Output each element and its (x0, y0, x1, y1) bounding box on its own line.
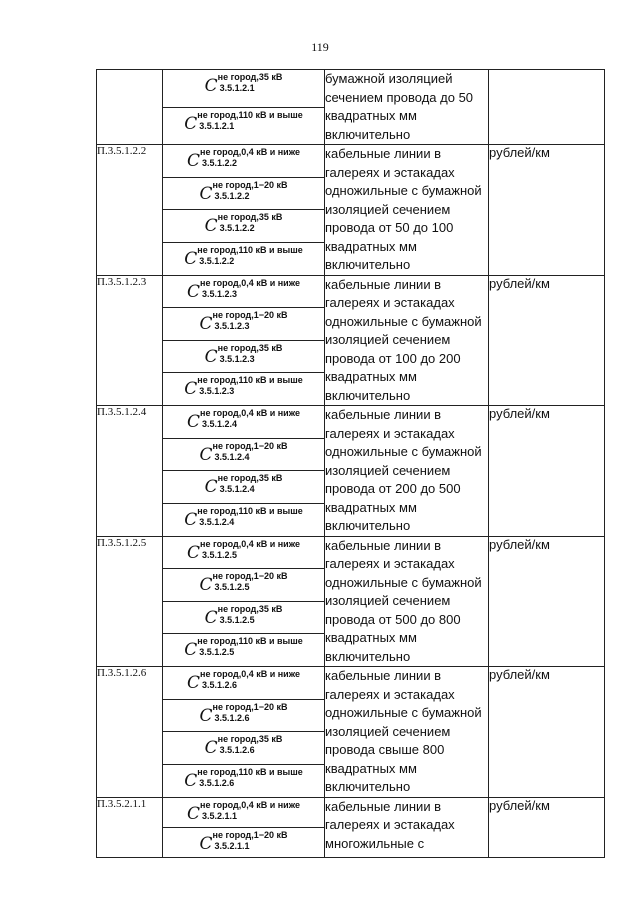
symbol-superscript: не город,110 кВ и выше (197, 109, 303, 120)
symbol-letter: C (184, 248, 198, 269)
symbol-subscript: 3.5.1.2.6 (202, 680, 238, 690)
tariff-symbol-cell (163, 70, 325, 108)
tariff-symbol-cell (163, 308, 325, 341)
symbol-superscript: не город,1−20 кВ (212, 310, 288, 321)
row-code: П.3.5.1.2.4 (97, 406, 163, 537)
row-description: кабельные линии в галереях и эстакадах одножильные с бумажной изоляцией сечением провода от 200 до 500 квадратных мм включительно (325, 406, 489, 537)
table-row (97, 797, 605, 827)
symbol-subscript: 3.5.1.2.4 (199, 516, 235, 527)
symbol-subscript: 3.5.1.2.1 (199, 120, 235, 131)
symbol-subscript: 3.5.1.2.6 (219, 745, 255, 756)
page-number: 119 (311, 40, 329, 54)
symbol-letter: C (184, 379, 198, 400)
symbol-letter: C (187, 151, 201, 171)
symbol-subscript: 3.5.1.2.2 (199, 255, 235, 266)
table-row (97, 536, 605, 569)
symbol-letter: C (199, 314, 213, 335)
tariff-symbol-cell (163, 177, 325, 210)
tariff-symbol-cell (163, 797, 325, 827)
symbol-superscript: не город,110 кВ и выше (197, 505, 303, 516)
symbol-superscript: не город,35 кВ (217, 342, 283, 353)
tariff-symbol-cell (163, 827, 325, 857)
symbol-superscript: не город,35 кВ (217, 734, 283, 745)
symbol-superscript: не город,35 кВ (217, 72, 283, 82)
symbol-letter: C (187, 542, 201, 563)
symbol-letter: C (204, 346, 218, 367)
symbol-subscript: 3.5.1.2.5 (219, 614, 255, 625)
symbol-subscript: 3.5.1.2.3 (214, 321, 250, 332)
tariff-symbol-cell (163, 471, 325, 504)
row-code: П.3.5.2.1.1 (97, 797, 163, 857)
symbol-superscript: не город,1−20 кВ (212, 701, 288, 712)
symbol-letter: C (199, 833, 213, 854)
tariff-table (96, 69, 605, 858)
symbol-letter: C (204, 738, 218, 759)
symbol-subscript: 3.5.1.2.2 (219, 223, 255, 234)
symbol-subscript: 3.5.1.2.3 (219, 353, 255, 364)
symbol-letter: C (204, 607, 218, 628)
tariff-symbol-cell (163, 210, 325, 243)
symbol-letter: C (187, 803, 201, 824)
table-row (97, 406, 605, 439)
symbol-superscript: не город,1−20 кВ (212, 829, 288, 840)
symbol-superscript: не город,110 кВ и выше (197, 636, 303, 647)
row-unit: рублей/км (489, 145, 605, 276)
symbol-superscript: не город,0,4 кВ и ниже (200, 277, 300, 288)
symbol-superscript: не город,0,4 кВ и ниже (200, 669, 300, 679)
symbol-subscript: 3.5.1.2.4 (214, 451, 250, 462)
tariff-symbol-cell (163, 569, 325, 602)
tariff-symbol-cell (163, 275, 325, 308)
symbol-letter: C (204, 216, 218, 237)
symbol-letter: C (184, 640, 198, 661)
row-unit: рублей/км (489, 667, 605, 798)
tariff-symbol-cell (163, 503, 325, 536)
row-unit: рублей/км (489, 536, 605, 667)
symbol-letter: C (199, 183, 213, 204)
tariff-symbol-cell (163, 438, 325, 471)
table-row (97, 275, 605, 308)
symbol-subscript: 3.5.1.2.6 (214, 712, 250, 723)
symbol-subscript: 3.5.1.2.6 (199, 777, 235, 788)
symbol-superscript: не город,0,4 кВ и ниже (200, 147, 300, 157)
tariff-table-body (97, 70, 605, 858)
symbol-subscript: 3.5.1.2.4 (202, 419, 238, 429)
symbol-subscript: 3.5.1.2.4 (219, 484, 255, 495)
row-code: П.3.5.1.2.5 (97, 536, 163, 667)
row-description: кабельные линии в галереях и эстакадах одножильные с бумажной изоляцией сечением провода свыше 800 квадратных мм включительно (325, 667, 489, 798)
tariff-symbol-cell (163, 634, 325, 667)
row-description: кабельные линии в галереях и эстакадах одножильные с бумажной изоляцией сечением провода от 50 до 100 квадратных мм включительно (325, 145, 489, 276)
tariff-symbol-cell (163, 406, 325, 439)
row-code: П.3.5.1.2.2 (97, 145, 163, 276)
symbol-subscript: 3.5.1.2.5 (199, 647, 235, 658)
row-unit (489, 70, 605, 145)
symbol-superscript: не город,0,4 кВ и ниже (200, 408, 300, 418)
row-code: П.3.5.1.2.3 (97, 275, 163, 406)
tariff-symbol-cell (163, 601, 325, 634)
symbol-subscript: 3.5.1.2.3 (202, 288, 238, 299)
symbol-letter: C (187, 281, 201, 302)
symbol-letter: C (199, 575, 213, 596)
tariff-symbol-cell (163, 536, 325, 569)
row-description: бумажной изоляцией сечением провода до 50 квадратных мм включительно (325, 70, 489, 145)
row-unit: рублей/км (489, 275, 605, 406)
symbol-superscript: не город,0,4 кВ и ниже (200, 538, 300, 549)
tariff-symbol-cell (163, 667, 325, 700)
tariff-symbol-cell (163, 699, 325, 732)
row-unit: рублей/км (489, 406, 605, 537)
symbol-letter: C (199, 444, 213, 465)
symbol-subscript: 3.5.2.1.1 (202, 810, 238, 821)
row-description: кабельные линии в галереях и эстакадах многожильные с (325, 797, 489, 857)
symbol-superscript: не город,35 кВ (217, 212, 283, 223)
symbol-subscript: 3.5.1.2.2 (214, 190, 250, 201)
symbol-letter: C (187, 673, 201, 693)
symbol-superscript: не город,1−20 кВ (212, 440, 288, 451)
symbol-subscript: 3.5.1.2.1 (219, 83, 255, 93)
tariff-symbol-cell (163, 145, 325, 178)
symbol-letter: C (199, 705, 213, 726)
row-unit: рублей/км (489, 797, 605, 857)
symbol-superscript: не город,110 кВ и выше (197, 244, 303, 255)
symbol-superscript: не город,35 кВ (217, 473, 283, 484)
symbol-superscript: не город,1−20 кВ (212, 571, 288, 582)
symbol-letter: C (184, 113, 198, 134)
symbol-superscript: не город,1−20 кВ (212, 179, 288, 190)
symbol-subscript: 3.5.1.2.2 (202, 158, 238, 168)
symbol-superscript: не город,110 кВ и выше (197, 766, 303, 777)
row-description: кабельные линии в галереях и эстакадах одножильные с бумажной изоляцией сечением провода от 500 до 800 квадратных мм включительно (325, 536, 489, 667)
tariff-symbol-cell (163, 107, 325, 145)
symbol-superscript: не город,110 кВ и выше (197, 375, 303, 386)
tariff-symbol-cell (163, 732, 325, 765)
tariff-symbol-cell (163, 764, 325, 797)
symbol-subscript: 3.5.2.1.1 (214, 840, 250, 851)
symbol-letter: C (184, 770, 198, 791)
symbol-subscript: 3.5.1.2.5 (202, 549, 238, 560)
table-row (97, 145, 605, 178)
symbol-superscript: не город,0,4 кВ и ниже (200, 799, 300, 810)
symbol-subscript: 3.5.1.2.5 (214, 582, 250, 593)
symbol-superscript: не город,35 кВ (217, 603, 283, 614)
row-code: П.3.5.1.2.6 (97, 667, 163, 798)
tariff-symbol-cell (163, 340, 325, 373)
symbol-letter: C (187, 412, 201, 432)
row-code (97, 70, 163, 145)
symbol-letter: C (204, 76, 218, 96)
tariff-symbol-cell (163, 242, 325, 275)
table-row (97, 667, 605, 700)
symbol-letter: C (184, 509, 198, 530)
symbol-subscript: 3.5.1.2.3 (199, 386, 235, 397)
table-row (97, 70, 605, 108)
tariff-symbol-cell (163, 373, 325, 406)
row-description: кабельные линии в галереях и эстакадах одножильные с бумажной изоляцией сечением провода от 100 до 200 квадратных мм включительно (325, 275, 489, 406)
symbol-letter: C (204, 477, 218, 498)
